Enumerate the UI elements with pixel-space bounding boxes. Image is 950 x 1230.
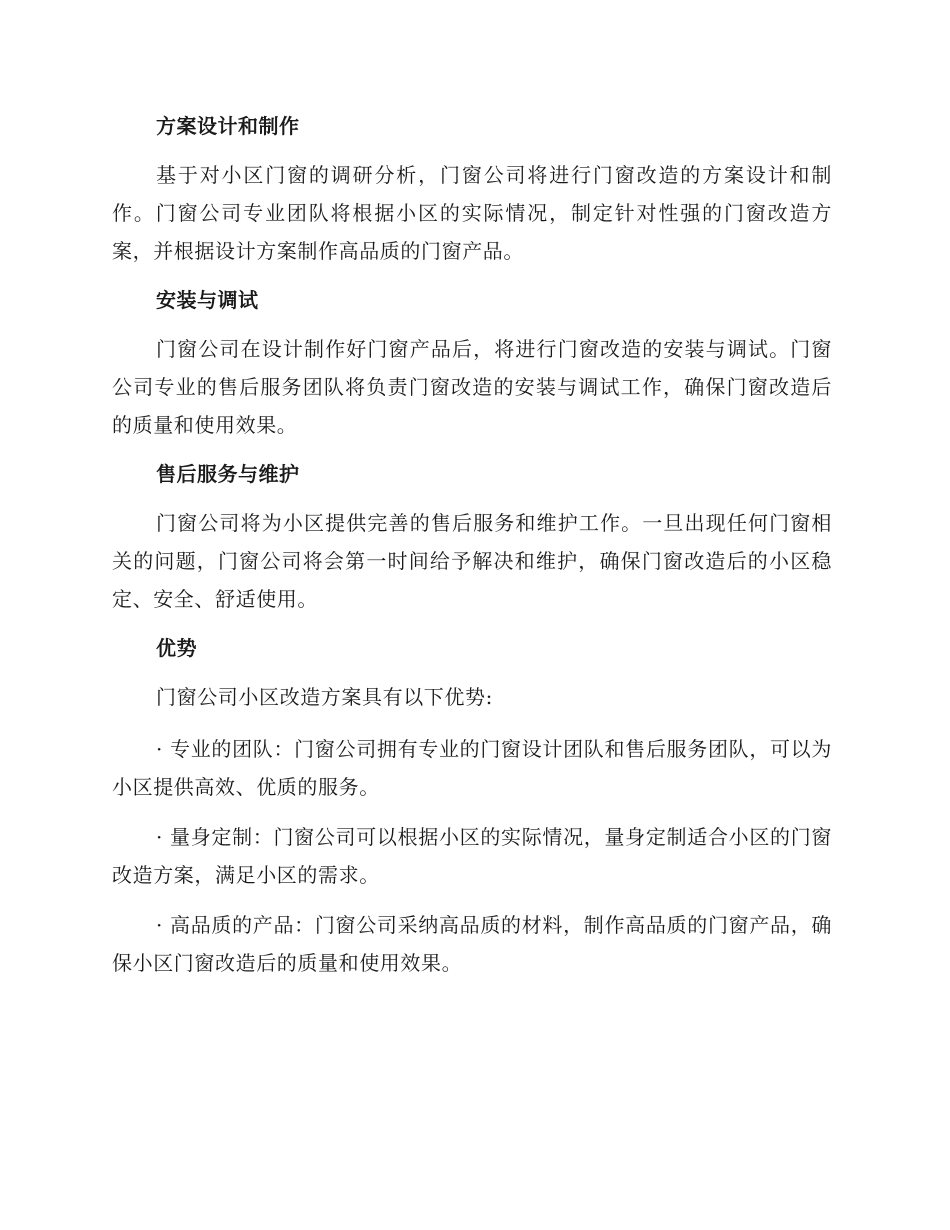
section-heading-installation: 安装与调试 — [156, 288, 259, 312]
section-heading-design: 方案设计和制作 — [156, 114, 300, 138]
advantage-item-quality: · 高品质的产品：门窗公司采纳高品质的材料，制作高品质的门窗产品，确保小区门窗改造后的质量和使用效果。 — [112, 913, 832, 975]
section-paragraph-after-sales: 门窗公司将为小区提供完善的售后服务和维护工作。一旦出现任何门窗相关的问题，门窗公司将会第一时间给予解决和维护，确保门窗改造后的小区稳定、安全、舒适使用。 — [112, 511, 832, 611]
section-paragraph-installation: 门窗公司在设计制作好门窗产品后，将进行门窗改造的安装与调试。门窗公司专业的售后服务团队将负责门窗改造的安装与调试工作，确保门窗改造后的质量和使用效果。 — [112, 337, 832, 437]
document-body — [112, 108, 832, 994]
advantages-intro: 门窗公司小区改造方案具有以下优势: — [156, 685, 493, 709]
section-paragraph-design: 基于对小区门窗的调研分析，门窗公司将进行门窗改造的方案设计和制作。门窗公司专业团队将根据小区的实际情况，制定针对性强的门窗改造方案，并根据设计方案制作高品质的门窗产品。 — [112, 163, 832, 263]
advantage-item-custom: · 量身定制：门窗公司可以根据小区的实际情况，量身定制适合小区的门窗改造方案，满足小区的需求。 — [112, 825, 832, 887]
section-heading-advantages: 优势 — [156, 636, 197, 660]
section-heading-after-sales: 售后服务与维护 — [156, 462, 300, 486]
advantage-item-team: · 专业的团队：门窗公司拥有专业的门窗设计团队和售后服务团队，可以为小区提供高效、优质的服务。 — [112, 737, 832, 799]
